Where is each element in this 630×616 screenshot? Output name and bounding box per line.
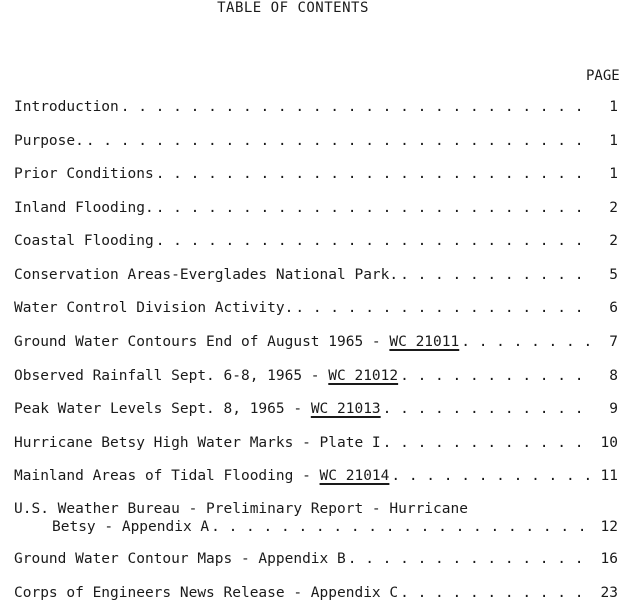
toc-entry-title: Purpose. [14,133,84,149]
dot-leader [154,165,592,183]
toc-entry-page: 12 [600,519,618,535]
toc-entry-page: 1 [609,99,618,115]
toc-entry-title-line2-row [14,518,618,536]
toc-entry-title: Introduction [14,99,119,115]
toc-entry-title-text: Peak Water Levels Sept. 8, 1965 - [14,401,311,417]
toc-entry-page: 10 [600,435,618,451]
toc-entry-page: 8 [609,368,618,384]
toc-entry-page: 1 [609,133,618,149]
dot-leader [84,132,592,150]
toc-entry-conservation-areas [14,266,618,284]
toc-entry-title: Corps of Engineers News Release - Appendix C [14,585,399,601]
dot-leader [293,299,592,317]
toc-entry-title-text: Mainland Areas of Tidal Flooding - [14,468,320,484]
dot-leader [209,518,592,536]
toc-entry-page: 1 [609,166,618,182]
toc-entry-news-release [14,584,618,602]
dot-leader [398,367,592,385]
toc-entry-page: 5 [609,267,618,283]
toc-entry-title [14,400,381,418]
dot-leader [398,266,592,284]
toc-entry-peak-water-levels [14,400,618,418]
toc-entry-weather-bureau [14,500,618,536]
dot-leader [389,467,592,485]
drawing-reference: WC 21012 [328,368,399,384]
toc-entry-page: 6 [609,300,618,316]
dot-leader [154,232,592,250]
drawing-reference: WC 21014 [319,468,390,484]
toc-entry-page: 2 [609,200,618,216]
toc-entry-page: 16 [600,551,618,567]
toc-entry-ground-water-contours [14,333,618,351]
toc-entry-high-water-marks [14,434,618,452]
toc-entry-page: 2 [609,233,618,249]
toc-entry-title: Water Control Division Activity. [14,300,294,316]
dot-leader [119,98,592,116]
toc-entry-title-text: Observed Rainfall Sept. 6-8, 1965 - [14,368,329,384]
toc-entry-ground-water-contour-maps [14,550,618,568]
drawing-reference: WC 21011 [389,334,460,350]
toc-entry-title: Ground Water Contour Maps - Appendix B [14,551,346,567]
toc-entry-tidal-flooding [14,467,618,485]
toc-entry-page: 23 [600,585,618,601]
toc-entry-page: 7 [609,334,618,350]
toc-entry-title-line2: Betsy - Appendix A [52,519,210,535]
toc-entry-introduction [14,98,618,116]
toc-entry-coastal-flooding [14,232,618,250]
toc-entry-title-text: Ground Water Contours End of August 1965 - [14,334,390,350]
toc-entry-title [14,367,398,385]
page-column-header: PAGE [586,68,620,84]
dot-leader [381,400,592,418]
toc-entry-purpose [14,132,618,150]
document-title: TABLE OF CONTENTS [217,0,369,16]
dot-leader [459,333,592,351]
toc-entry-observed-rainfall [14,367,618,385]
toc-entry-prior-conditions [14,165,618,183]
toc-entry-title: Prior Conditions [14,166,154,182]
toc-entry-title-line1: U.S. Weather Bureau - Preliminary Report - Hurricane [14,501,468,517]
dot-leader [346,550,592,568]
drawing-reference: WC 21013 [310,401,381,417]
toc-entry-title: Hurricane Betsy High Water Marks - Plate I [14,435,381,451]
toc-entry-title: Coastal Flooding [14,233,154,249]
toc-entry-inland-flooding [14,199,618,217]
dot-leader [398,584,592,602]
toc-entry-page: 11 [600,468,618,484]
toc-entry-title: Conservation Areas-Everglades National Park. [14,267,399,283]
dot-leader [381,434,592,452]
toc-entry-page: 9 [609,401,618,417]
toc-entry-title: Inland Flooding. [14,200,154,216]
toc-entry-water-control-division [14,299,618,317]
toc-entry-title [14,467,389,485]
toc-entry-title [14,333,459,351]
dot-leader [154,199,592,217]
